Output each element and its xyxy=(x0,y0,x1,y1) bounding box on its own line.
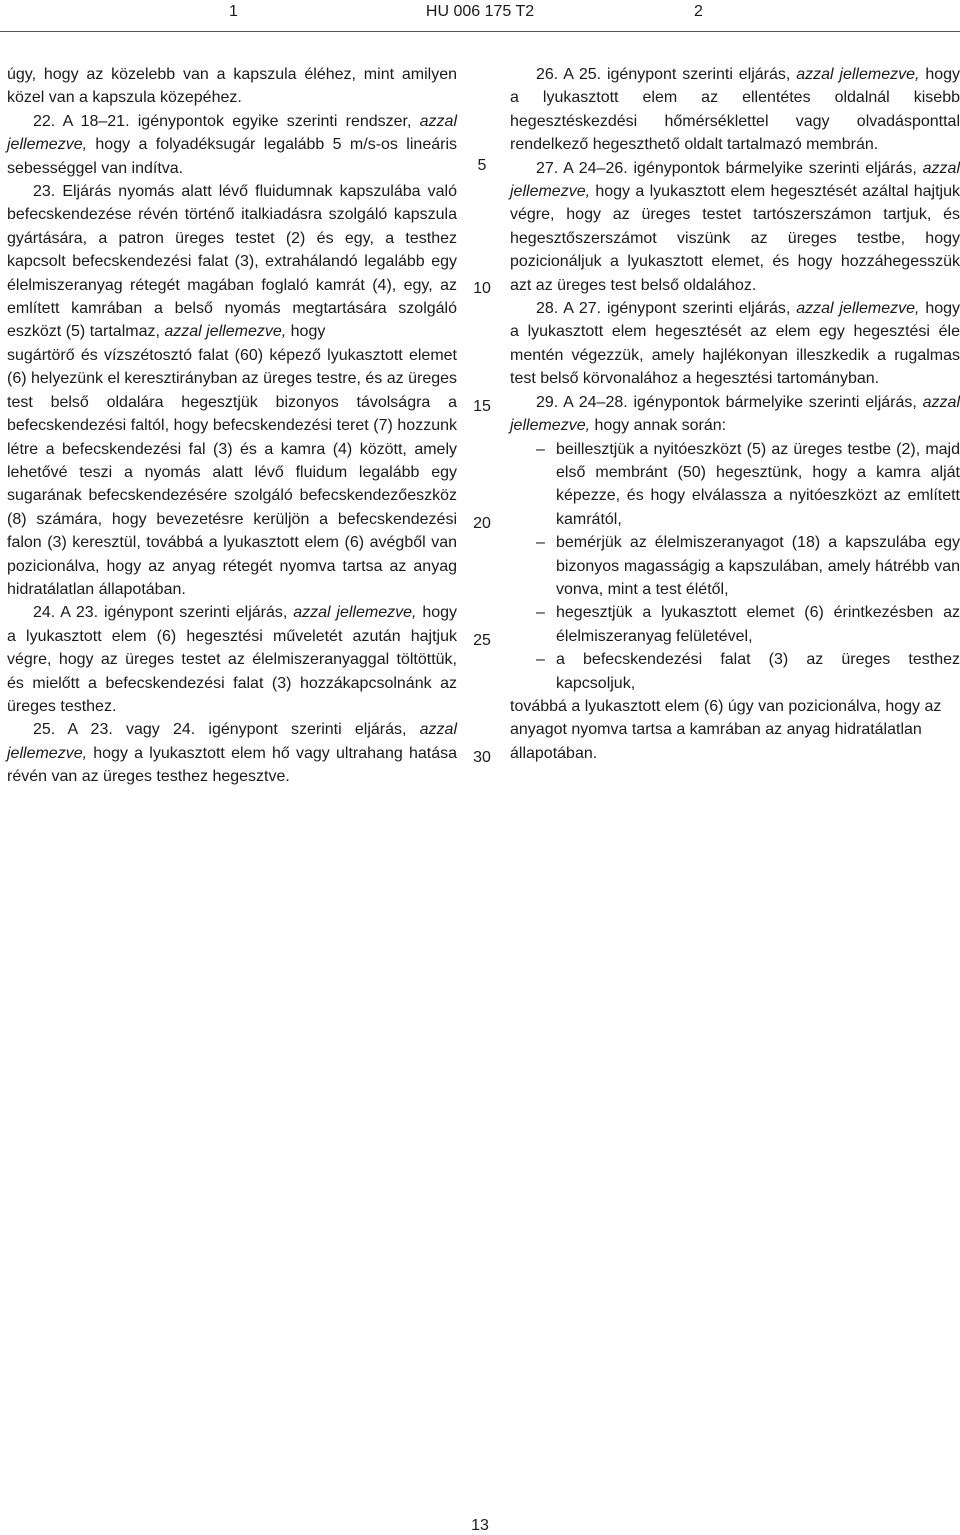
claim-26-text-a: 26. A 25. igénypont szerinti eljárás, xyxy=(536,66,797,83)
claim-23-text-a: 23. Eljárás nyomás alatt lévő fluidumnak kapszulába való befecskendezése révén történő italkiadásra szolgáló kapszula gyártására, a patron üreges testet (2) és egy, a testhez kapcsolt befecskendezési falat (3), extrahálandó legalább egy élelmiszeranyag rétegét magában foglaló kamrát (4), egy, az említett kamrában a belső nyomás megtartására szolgáló eszközt (5) tartalmaz, xyxy=(7,183,457,341)
left-column xyxy=(7,63,457,789)
claim-28 xyxy=(510,297,960,391)
claim-29-closing: továbbá a lyukasztott elem (6) úgy van pozicionálva, hogy az anyagot nyomva tartsa a kamrában az anyag hidratálatlan állapotában. xyxy=(510,697,942,762)
claim-23 xyxy=(7,180,457,344)
dash-bullet: – xyxy=(536,604,545,622)
claim-27-text-b: hogy a lyukasztott elem hegesztését azáltal hajtjuk végre, hogy az üreges testet tartószerszámon tartjuk, és hegesztőszerszámot viszünk az üreges testbe, hogy pozicionáljuk a lyukasztott elemet, és hogy hozzáhegesszük azt az üreges test belső oldalához. xyxy=(510,183,960,294)
line-number: 10 xyxy=(473,280,491,297)
line-number: 30 xyxy=(473,749,491,766)
page-number: 13 xyxy=(471,1517,489,1534)
claim-23-body: sugártörő és vízszétosztó falat (60) képező lyukasztott elemet (6) helyezünk el keresztirányban az üreges testre, és az üreges test belső oldalára hegesztjük bizonyos távolságra a befecskendezési faltól, hogy befecskendezési teret (7) hozzunk létre a befecskendezési fal (3) és a kamra (4) között, amely lehetővé teszi a nyomás alatt lévő fluidum legalább egy sugarának befecskendezésére szolgáló befecskendezőeszköz (8) számára, hogy bevezetésre kerüljön a befecskendezési falon (3) keresztül, továbbá a lyukasztott elem (6) avégből van pozicionálva, hogy az anyag rétegét nyomva tartsa az anyag hidratálatlan állapotában. xyxy=(7,346,458,598)
claim-29-text-a: 29. A 24–28. igénypontok bármelyike szerinti eljárás, xyxy=(536,393,923,411)
claim-27-text-a: 27. A 24–26. igénypontok bármelyike szerinti eljárás, xyxy=(536,159,923,177)
dash-bullet: – xyxy=(536,440,545,458)
claim-27-emphasis: azzal jellemezve, xyxy=(510,159,960,201)
left-column-number: 1 xyxy=(229,3,238,20)
list-item-text: a befecskendezési falat (3) az üreges testhez kapcsoljuk, xyxy=(556,651,960,692)
list-item-text: beillesztjük a nyitóeszközt (5) az üreges testbe (2), majd első membránt (50) hegesztünk, hogy a kamra alját képezze, és hogy elválassza a nyitóeszközt az említett kamrától, xyxy=(556,440,960,528)
list-item xyxy=(510,438,960,532)
claim-28-text-a: 28. A 27. igénypont szerinti eljárás, xyxy=(536,300,797,318)
left-paragraph-1: úgy, hogy az közelebb van a kapszula éléhez, mint amilyen közel van a kapszula közepéhez. xyxy=(7,66,457,107)
claim-27 xyxy=(510,157,960,297)
right-column-number: 2 xyxy=(694,3,703,20)
claim-29 xyxy=(510,391,960,438)
claim-24-text-b: hogy a lyukasztott elem (6) hegesztési műveletét azután hajtjuk végre, hogy az üreges testet az élelmiszeranyaggal töltöttük, és mielőtt a befecskendezési falat (3) hozzákapcsolnánk az üreges testhez. xyxy=(7,604,458,715)
dash-bullet: – xyxy=(536,651,545,669)
claim-26-text-b: hogy a lyukasztott elem az ellentétes oldalnál kisebb hegesztéskezdési hőmérséklettel vagy olvadásponttal rendelkező hegeszthető oldalt tartalmazó membrán. xyxy=(510,66,960,154)
claim-24-emphasis: azzal jellemezve, xyxy=(293,604,417,622)
claim-22-text-b: hogy a folyadéksugár legalább 5 m/s-os lineáris sebességgel van indítva. xyxy=(7,136,457,177)
claim-26-emphasis: azzal jellemezve, xyxy=(796,66,920,83)
claim-24 xyxy=(7,601,457,718)
claim-22-emphasis: azzal jellemezve, xyxy=(7,112,457,154)
claim-25-text-b: hogy a lyukasztott elem hő vagy ultrahang hatása révén van az üreges testhez hegesztve. xyxy=(7,744,457,786)
line-number: 15 xyxy=(473,398,491,415)
line-number: 25 xyxy=(473,632,491,649)
line-number: 20 xyxy=(473,515,491,532)
document-id: HU 006 175 T2 xyxy=(425,3,535,20)
list-item-text: bemérjük az élelmiszeranyagot (18) a kapszulába egy bizonyos magasságig a kapszulában, amely hátrébb van vonva, mint a test élétől, xyxy=(556,534,960,598)
claim-25 xyxy=(7,718,457,788)
claim-28-text-b: hogy a lyukasztott elem hegesztését az elem egy hegesztési éle mentén végezzük, amely hajlékonyan illeszkedik a rugalmas test belső körvonalához a hegesztési tartományban. xyxy=(510,300,960,388)
claim-24-text-a: 24. A 23. igénypont szerinti eljárás, xyxy=(33,604,294,622)
claim-23-emphasis: azzal jellemezve, xyxy=(164,323,287,341)
claim-25-emphasis: azzal jellemezve, xyxy=(7,721,457,762)
list-item xyxy=(510,601,960,648)
line-number: 5 xyxy=(477,157,487,174)
claim-22 xyxy=(7,110,457,180)
list-item xyxy=(510,531,960,601)
header-rule xyxy=(0,31,960,32)
claim-26 xyxy=(510,63,960,157)
dash-bullet: – xyxy=(536,534,545,552)
claim-28-emphasis: azzal jellemezve, xyxy=(796,300,920,318)
claim-29-emphasis: azzal jellemezve, xyxy=(510,393,960,435)
claim-25-text-a: 25. A 23. vagy 24. igénypont szerinti eljárás, xyxy=(33,721,420,739)
claim-23-text-b: hogy xyxy=(286,323,326,341)
list-item-text: hegesztjük a lyukasztott elemet (6) érintkezésben az élelmiszeranyag felületével, xyxy=(556,604,960,645)
claim-22-text-a: 22. A 18–21. igénypontok egyike szerinti rendszer, xyxy=(33,112,420,130)
claim-29-text-b: hogy annak során: xyxy=(590,417,727,435)
right-column xyxy=(510,63,960,765)
list-item xyxy=(510,648,960,695)
